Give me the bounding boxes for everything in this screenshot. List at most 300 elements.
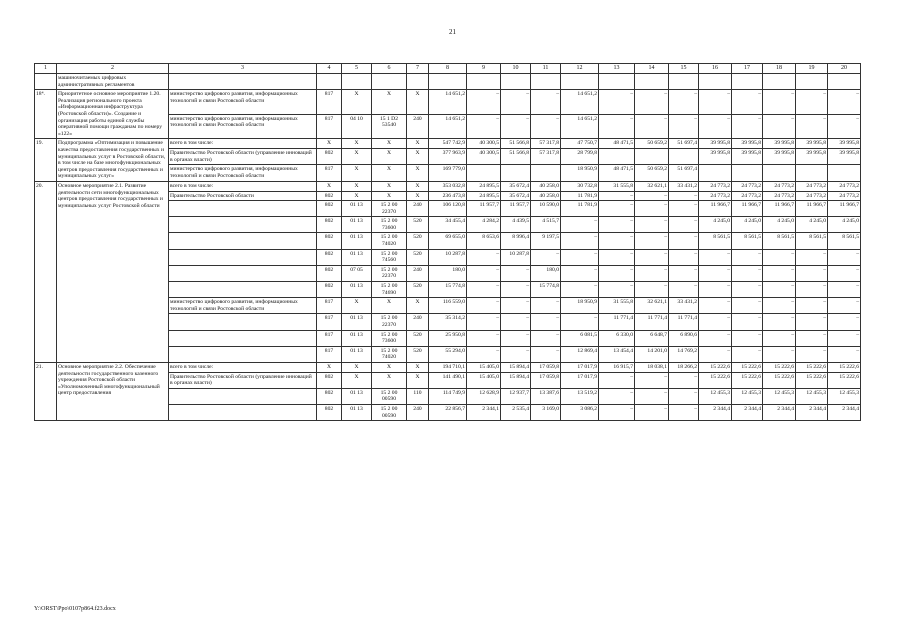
amount-cell: 4 245,0: [796, 217, 828, 233]
budget-code-cell: X: [372, 191, 407, 201]
amount-cell: –: [796, 90, 828, 115]
budget-code-cell: 01 13: [342, 282, 372, 298]
amount-cell: –: [669, 404, 699, 420]
budget-code-cell: X: [342, 181, 372, 191]
budget-code-cell: 802: [317, 404, 342, 420]
amount-cell: 15 222,6: [763, 362, 796, 372]
amount-cell: –: [732, 314, 763, 330]
budget-code-cell: X: [342, 191, 372, 201]
amount-cell: –: [467, 330, 501, 346]
program-name: Подпрограмма «Оптимизация и повышение качества предоставления государственных и муниципальных услуг в Ростовской области, в том числе на базе многофункциональных центров предоставления государственных и муниципальных услуг»: [57, 139, 169, 182]
amount-cell: –: [796, 114, 828, 139]
amount-cell: 24 773,2: [828, 181, 861, 191]
executor: [169, 201, 317, 217]
amount-cell: 15 222,6: [763, 372, 796, 388]
amount-cell: –: [635, 90, 669, 115]
amount-cell: 33 431,2: [669, 298, 699, 314]
budget-code-cell: [317, 74, 342, 90]
executor: Правительство Ростовской области (управление инноваций в органах власти): [169, 149, 317, 165]
amount-cell: 12 455,3: [699, 388, 732, 404]
amount-cell: 14 651,2: [561, 90, 599, 115]
amount-cell: [763, 165, 796, 181]
amount-cell: –: [763, 298, 796, 314]
amount-cell: 353 032,8: [429, 181, 467, 191]
column-number: 16: [699, 64, 732, 74]
amount-cell: [635, 74, 669, 90]
program-name: Приоритетное основное мероприятие 1.20. Реализация регионального проекта «Информационная инфраструктура (Ростовской области)». Создание и организация работы единой службы оперативной помощи гражданам по номеру «122»: [57, 90, 169, 139]
amount-cell: [467, 74, 501, 90]
amount-cell: –: [599, 404, 635, 420]
amount-cell: 30 732,8: [561, 181, 599, 191]
amount-cell: –: [599, 265, 635, 281]
budget-code-cell: X: [342, 362, 372, 372]
amount-cell: –: [635, 265, 669, 281]
budget-code-cell: 240: [407, 265, 429, 281]
amount-cell: 11 781,9: [561, 201, 599, 217]
amount-cell: 10 287,8: [501, 249, 531, 265]
budget-code-cell: X: [407, 191, 429, 201]
amount-cell: 39 995,8: [699, 139, 732, 149]
amount-cell: 11 966,7: [828, 201, 861, 217]
amount-cell: 180,0: [531, 265, 561, 281]
budget-code-cell: 15 2 00 00590: [372, 388, 407, 404]
column-number: 10: [501, 64, 531, 74]
executor: [169, 330, 317, 346]
amount-cell: 169 779,0: [429, 165, 467, 181]
amount-cell: –: [828, 314, 861, 330]
budget-code-cell: [407, 74, 429, 90]
amount-cell: –: [796, 282, 828, 298]
file-path-footer: Y:\ORST\Ppo\0107p864.f23.docx: [34, 606, 116, 612]
amount-cell: 2 344,4: [732, 404, 763, 420]
executor: министерство цифрового развития, информационных технологий и связи Ростовской области: [169, 114, 317, 139]
amount-cell: 11 957,7: [467, 201, 501, 217]
executor: [169, 388, 317, 404]
amount-cell: –: [828, 90, 861, 115]
amount-cell: –: [669, 265, 699, 281]
amount-cell: –: [669, 191, 699, 201]
budget-code-cell: X: [342, 90, 372, 115]
amount-cell: 47 750,7: [561, 139, 599, 149]
amount-cell: –: [635, 372, 669, 388]
budget-code-cell: 15 2 00 00590: [372, 404, 407, 420]
budget-code-cell: 520: [407, 346, 429, 362]
amount-cell: 17 059,8: [531, 362, 561, 372]
amount-cell: 13 519,2: [561, 388, 599, 404]
column-number: 15: [669, 64, 699, 74]
table-row: [35, 90, 861, 115]
amount-cell: 6 081,5: [561, 330, 599, 346]
budget-code-cell: 01 13: [342, 217, 372, 233]
amount-cell: 9 197,5: [531, 233, 561, 249]
budget-code-cell: X: [407, 372, 429, 388]
budget-code-cell: 01 13: [342, 404, 372, 420]
amount-cell: –: [635, 201, 669, 217]
program-name: машиночитаемых цифровых административных регламентов: [57, 74, 169, 90]
budget-code-cell: 520: [407, 233, 429, 249]
amount-cell: –: [828, 298, 861, 314]
program-name: Основное мероприятие 2.2. Обеспечение деятельности государственного казенного учреждения Ростовской области «Уполномоченный многофункциональный центр предоставления: [57, 362, 169, 420]
amount-cell: –: [599, 249, 635, 265]
amount-cell: 25 950,8: [429, 330, 467, 346]
amount-cell: 22 856,7: [429, 404, 467, 420]
table-header-row: [35, 64, 861, 74]
amount-cell: –: [467, 346, 501, 362]
budget-code-cell: 802: [317, 217, 342, 233]
budget-code-cell: X: [372, 165, 407, 181]
amount-cell: 24 895,5: [467, 191, 501, 201]
amount-cell: –: [501, 298, 531, 314]
amount-cell: –: [501, 314, 531, 330]
column-number: 19: [796, 64, 828, 74]
budget-code-cell: 01 13: [342, 314, 372, 330]
executor: [169, 217, 317, 233]
row-number: 20.: [35, 181, 57, 362]
amount-cell: –: [763, 90, 796, 115]
amount-cell: –: [599, 114, 635, 139]
budget-code-cell: 802: [317, 149, 342, 165]
amount-cell: –: [732, 282, 763, 298]
amount-cell: –: [796, 346, 828, 362]
amount-cell: –: [699, 330, 732, 346]
budget-code-cell: X: [342, 149, 372, 165]
amount-cell: –: [732, 249, 763, 265]
amount-cell: 15 222,6: [732, 372, 763, 388]
amount-cell: –: [828, 330, 861, 346]
budget-code-cell: X: [407, 90, 429, 115]
amount-cell: 8 561,5: [763, 233, 796, 249]
amount-cell: 12 455,3: [763, 388, 796, 404]
amount-cell: 15 222,6: [699, 372, 732, 388]
amount-cell: [531, 74, 561, 90]
amount-cell: –: [763, 282, 796, 298]
amount-cell: 24 773,2: [796, 191, 828, 201]
table-row: [35, 74, 861, 90]
amount-cell: 12 937,7: [501, 388, 531, 404]
budget-code-cell: 240: [407, 404, 429, 420]
amount-cell: 8 561,5: [796, 233, 828, 249]
amount-cell: 11 771,4: [669, 314, 699, 330]
amount-cell: 10 287,8: [429, 249, 467, 265]
budget-code-cell: X: [342, 139, 372, 149]
amount-cell: 11 966,7: [763, 201, 796, 217]
amount-cell: –: [669, 282, 699, 298]
amount-cell: 32 621,1: [635, 298, 669, 314]
amount-cell: 51 697,4: [669, 165, 699, 181]
column-number: 1: [35, 64, 57, 74]
amount-cell: –: [467, 265, 501, 281]
amount-cell: 39 995,8: [732, 139, 763, 149]
amount-cell: 55 294,0: [429, 346, 467, 362]
amount-cell: 17 017,9: [561, 362, 599, 372]
budget-code-cell: X: [407, 165, 429, 181]
amount-cell: –: [599, 233, 635, 249]
budget-code-cell: X: [372, 139, 407, 149]
amount-cell: –: [599, 201, 635, 217]
amount-cell: [501, 165, 531, 181]
budget-code-cell: X: [342, 372, 372, 388]
amount-cell: 14 201,0: [635, 346, 669, 362]
amount-cell: 12 455,3: [828, 388, 861, 404]
amount-cell: –: [699, 346, 732, 362]
amount-cell: 3 169,0: [531, 404, 561, 420]
budget-code-cell: X: [317, 362, 342, 372]
column-number: 18: [763, 64, 796, 74]
budget-code-cell: 01 13: [342, 201, 372, 217]
amount-cell: 4 245,0: [732, 217, 763, 233]
amount-cell: 14 651,2: [429, 90, 467, 115]
budget-code-cell: 802: [317, 233, 342, 249]
amount-cell: 15 894,4: [501, 362, 531, 372]
amount-cell: –: [599, 217, 635, 233]
budget-code-cell: 817: [317, 346, 342, 362]
amount-cell: –: [599, 282, 635, 298]
column-number: 2: [57, 64, 169, 74]
amount-cell: 24 773,2: [732, 181, 763, 191]
amount-cell: –: [599, 90, 635, 115]
budget-code-cell: 01 13: [342, 346, 372, 362]
amount-cell: 39 995,8: [828, 139, 861, 149]
amount-cell: –: [561, 282, 599, 298]
amount-cell: –: [732, 114, 763, 139]
amount-cell: 6 330,0: [599, 330, 635, 346]
amount-cell: –: [669, 388, 699, 404]
amount-cell: [732, 74, 763, 90]
executor: [169, 346, 317, 362]
amount-cell: 24 773,2: [828, 191, 861, 201]
amount-cell: 2 344,4: [763, 404, 796, 420]
amount-cell: 12 455,3: [796, 388, 828, 404]
amount-cell: 16 915,7: [599, 362, 635, 372]
amount-cell: 2 344,4: [828, 404, 861, 420]
amount-cell: 69 655,0: [429, 233, 467, 249]
amount-cell: –: [732, 90, 763, 115]
amount-cell: –: [531, 114, 561, 139]
budget-code-cell: 520: [407, 330, 429, 346]
amount-cell: –: [796, 249, 828, 265]
amount-cell: 194 710,1: [429, 362, 467, 372]
amount-cell: [669, 149, 699, 165]
executor: министерство цифрового развития, информационных технологий и связи Ростовской области: [169, 90, 317, 115]
budget-code-cell: 817: [317, 165, 342, 181]
amount-cell: –: [635, 114, 669, 139]
amount-cell: 547 742,9: [429, 139, 467, 149]
budget-code-cell: 802: [317, 201, 342, 217]
budget-code-cell: 01 13: [342, 249, 372, 265]
column-number: 11: [531, 64, 561, 74]
amount-cell: 50 659,2: [635, 139, 669, 149]
row-number: 18⁴.: [35, 90, 57, 139]
amount-cell: –: [699, 249, 732, 265]
amount-cell: –: [561, 233, 599, 249]
budget-code-cell: 520: [407, 249, 429, 265]
amount-cell: –: [531, 330, 561, 346]
amount-cell: 8 561,5: [828, 233, 861, 249]
amount-cell: –: [531, 249, 561, 265]
table-row: [35, 362, 861, 372]
budget-code-cell: 240: [407, 314, 429, 330]
column-number: 13: [599, 64, 635, 74]
amount-cell: 2 344,4: [796, 404, 828, 420]
executor: [169, 233, 317, 249]
budget-code-cell: 520: [407, 282, 429, 298]
amount-cell: –: [501, 330, 531, 346]
amount-cell: 39 995,8: [828, 149, 861, 165]
amount-cell: –: [669, 217, 699, 233]
budget-code-cell: X: [372, 181, 407, 191]
amount-cell: 11 957,7: [501, 201, 531, 217]
budget-code-cell: 110: [407, 388, 429, 404]
budget-code-cell: X: [342, 165, 372, 181]
amount-cell: 377 963,9: [429, 149, 467, 165]
budget-code-cell: 15 2 00 74020: [372, 233, 407, 249]
amount-cell: 114 749,9: [429, 388, 467, 404]
amount-cell: [796, 74, 828, 90]
executor: [169, 404, 317, 420]
executor: министерство цифрового развития, информационных технологий и связи Ростовской области: [169, 298, 317, 314]
amount-cell: –: [828, 346, 861, 362]
amount-cell: 12 869,4: [561, 346, 599, 362]
amount-cell: 11 966,7: [796, 201, 828, 217]
amount-cell: 17 059,8: [531, 372, 561, 388]
amount-cell: 17 017,9: [561, 372, 599, 388]
amount-cell: –: [561, 314, 599, 330]
amount-cell: 40 258,0: [531, 181, 561, 191]
amount-cell: –: [796, 265, 828, 281]
budget-code-cell: X: [317, 139, 342, 149]
budget-code-cell: 04 10: [342, 114, 372, 139]
amount-cell: –: [763, 265, 796, 281]
amount-cell: [599, 74, 635, 90]
amount-cell: 24 895,5: [467, 181, 501, 191]
amount-cell: 51 566,8: [501, 149, 531, 165]
amount-cell: –: [635, 191, 669, 201]
amount-cell: –: [699, 282, 732, 298]
amount-cell: –: [699, 90, 732, 115]
amount-cell: –: [828, 249, 861, 265]
amount-cell: [699, 165, 732, 181]
amount-cell: 15 222,6: [828, 372, 861, 388]
amount-cell: 57 317,8: [531, 149, 561, 165]
column-number: 12: [561, 64, 599, 74]
amount-cell: –: [796, 330, 828, 346]
amount-cell: 4 439,5: [501, 217, 531, 233]
amount-cell: 11 966,7: [699, 201, 732, 217]
amount-cell: 6 648,7: [635, 330, 669, 346]
amount-cell: –: [763, 249, 796, 265]
amount-cell: –: [635, 249, 669, 265]
amount-cell: 11 781,9: [561, 191, 599, 201]
table-row: [35, 139, 861, 149]
amount-cell: –: [531, 346, 561, 362]
amount-cell: –: [561, 265, 599, 281]
column-number: 8: [429, 64, 467, 74]
amount-cell: 39 995,8: [796, 149, 828, 165]
amount-cell: 4 245,0: [828, 217, 861, 233]
amount-cell: 15 222,6: [796, 372, 828, 388]
amount-cell: 180,0: [429, 265, 467, 281]
budget-code-cell: 15 2 00 74690: [372, 282, 407, 298]
amount-cell: –: [699, 114, 732, 139]
amount-cell: –: [531, 314, 561, 330]
amount-cell: –: [828, 265, 861, 281]
amount-cell: [699, 74, 732, 90]
amount-cell: –: [763, 114, 796, 139]
amount-cell: 236 473,8: [429, 191, 467, 201]
amount-cell: [828, 74, 861, 90]
amount-cell: 4 515,7: [531, 217, 561, 233]
amount-cell: –: [501, 346, 531, 362]
amount-cell: 15 222,6: [699, 362, 732, 372]
budget-code-cell: 15 2 00 74560: [372, 249, 407, 265]
amount-cell: 15 894,4: [501, 372, 531, 388]
executor: Правительство Ростовской области (управление инноваций в органах власти): [169, 372, 317, 388]
amount-cell: 39 995,8: [763, 149, 796, 165]
amount-cell: 32 621,1: [635, 181, 669, 191]
amount-cell: –: [699, 265, 732, 281]
budget-code-cell: X: [342, 298, 372, 314]
budget-code-cell: X: [317, 181, 342, 191]
column-number: 6: [372, 64, 407, 74]
amount-cell: 35 672,4: [501, 191, 531, 201]
amount-cell: 24 773,2: [763, 191, 796, 201]
amount-cell: [669, 74, 699, 90]
budget-code-cell: X: [372, 149, 407, 165]
budget-code-cell: X: [407, 362, 429, 372]
column-number: 7: [407, 64, 429, 74]
amount-cell: –: [467, 114, 501, 139]
amount-cell: 10 590,0: [531, 201, 561, 217]
amount-cell: –: [467, 314, 501, 330]
amount-cell: [599, 149, 635, 165]
amount-cell: 13 387,6: [531, 388, 561, 404]
amount-cell: –: [635, 388, 669, 404]
column-number: 9: [467, 64, 501, 74]
amount-cell: 12 628,9: [467, 388, 501, 404]
budget-code-cell: 817: [317, 298, 342, 314]
amount-cell: [763, 74, 796, 90]
budget-code-cell: X: [372, 372, 407, 388]
amount-cell: [732, 165, 763, 181]
budget-code-cell: X: [407, 298, 429, 314]
budget-code-cell: [372, 74, 407, 90]
amount-cell: 4 284,2: [467, 217, 501, 233]
amount-cell: 40 300,5: [467, 139, 501, 149]
amount-cell: 18 950,9: [561, 165, 599, 181]
amount-cell: –: [732, 346, 763, 362]
row-number: 21.: [35, 362, 57, 420]
amount-cell: –: [635, 282, 669, 298]
amount-cell: –: [467, 90, 501, 115]
column-number: 3: [169, 64, 317, 74]
amount-cell: 2 535,4: [501, 404, 531, 420]
budget-code-cell: X: [407, 139, 429, 149]
page-number: 21: [449, 28, 456, 36]
amount-cell: 24 773,2: [699, 191, 732, 201]
budget-code-cell: 817: [317, 90, 342, 115]
amount-cell: 24 773,2: [699, 181, 732, 191]
amount-cell: 14 651,2: [561, 114, 599, 139]
budget-code-cell: 802: [317, 388, 342, 404]
amount-cell: –: [732, 330, 763, 346]
amount-cell: 15 405,0: [467, 362, 501, 372]
amount-cell: 24 773,2: [763, 181, 796, 191]
amount-cell: –: [669, 233, 699, 249]
amount-cell: 40 300,5: [467, 149, 501, 165]
amount-cell: 39 995,8: [763, 139, 796, 149]
budget-code-cell: 01 13: [342, 330, 372, 346]
amount-cell: –: [828, 114, 861, 139]
